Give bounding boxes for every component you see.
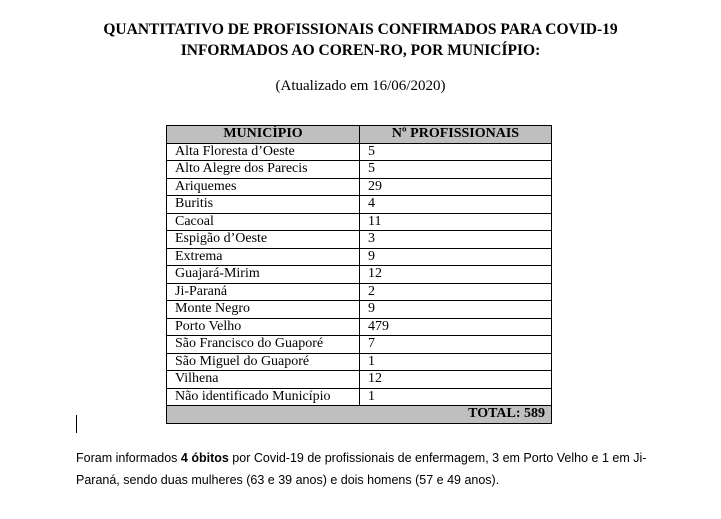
municipio-cell: Porto Velho — [167, 318, 360, 336]
table-row — [167, 196, 552, 214]
municipio-cell: Cacoal — [167, 213, 360, 231]
table-row — [167, 318, 552, 336]
deaths-note — [76, 447, 676, 491]
note-bold-deaths: 4 óbitos — [180, 451, 229, 465]
document-title-line-2: INFORMADOS AO COREN-RO, POR MUNICÍPIO: — [180, 42, 541, 59]
profissionais-cell: 5 — [360, 161, 552, 179]
municipio-cell: São Miguel do Guaporé — [167, 353, 360, 371]
text-cursor — [76, 415, 77, 433]
profissionais-cell: 3 — [360, 231, 552, 249]
table-row — [167, 336, 552, 354]
profissionais-cell: 9 — [360, 301, 552, 319]
header-municipio: MUNICÍPIO — [167, 126, 360, 144]
header-profissionais: Nº PROFISSIONAIS — [360, 126, 552, 144]
profissionais-cell: 4 — [360, 196, 552, 214]
table-header-row — [167, 126, 552, 144]
municipio-cell: Monte Negro — [167, 301, 360, 319]
table-row — [167, 353, 552, 371]
table-row — [167, 231, 552, 249]
profissionais-cell: 11 — [360, 213, 552, 231]
document-title-line-1: QUANTITATIVO DE PROFISSIONAIS CONFIRMADOS PARA COVID-19 — [103, 21, 618, 38]
profissionais-cell: 12 — [360, 266, 552, 284]
profissionais-cell: 1 — [360, 353, 552, 371]
municipio-cell: Alta Floresta d’Oeste — [167, 143, 360, 161]
note-text-2: por Covid-19 de profissionais de enfermagem, 3 em Porto Velho e 1 em Ji-Paraná, sendo duas mulheres (63 e 39 anos) e dois homens (57 e 49 anos). — [76, 451, 647, 487]
municipio-cell: São Francisco do Guaporé — [167, 336, 360, 354]
municipio-cell: Vilhena — [167, 371, 360, 389]
total-cell: TOTAL: 589 — [167, 406, 552, 424]
municipio-cell: Guajará-Mirim — [167, 266, 360, 284]
table-row — [167, 301, 552, 319]
profissionais-cell: 29 — [360, 178, 552, 196]
municipio-cell: Extrema — [167, 248, 360, 266]
table-row — [167, 248, 552, 266]
total-row — [167, 406, 552, 424]
table-row — [167, 388, 552, 406]
table-row — [167, 178, 552, 196]
table-row — [167, 371, 552, 389]
table-row — [167, 266, 552, 284]
table-row — [167, 161, 552, 179]
profissionais-cell: 7 — [360, 336, 552, 354]
professionals-table — [166, 125, 552, 424]
table-row — [167, 143, 552, 161]
profissionais-cell: 12 — [360, 371, 552, 389]
profissionais-cell: 9 — [360, 248, 552, 266]
profissionais-cell: 1 — [360, 388, 552, 406]
updated-date: (Atualizado em 16/06/2020) — [275, 78, 446, 94]
municipio-cell: Buritis — [167, 196, 360, 214]
municipio-cell: Ji-Paraná — [167, 283, 360, 301]
note-text-1: Foram informados — [76, 451, 181, 465]
municipio-cell: Espigão d’Oeste — [167, 231, 360, 249]
profissionais-cell: 479 — [360, 318, 552, 336]
profissionais-cell: 5 — [360, 143, 552, 161]
profissionais-cell: 2 — [360, 283, 552, 301]
municipio-cell: Não identificado Município — [167, 388, 360, 406]
table-row — [167, 283, 552, 301]
municipio-cell: Alto Alegre dos Parecis — [167, 161, 360, 179]
municipio-cell: Ariquemes — [167, 178, 360, 196]
table-row — [167, 213, 552, 231]
